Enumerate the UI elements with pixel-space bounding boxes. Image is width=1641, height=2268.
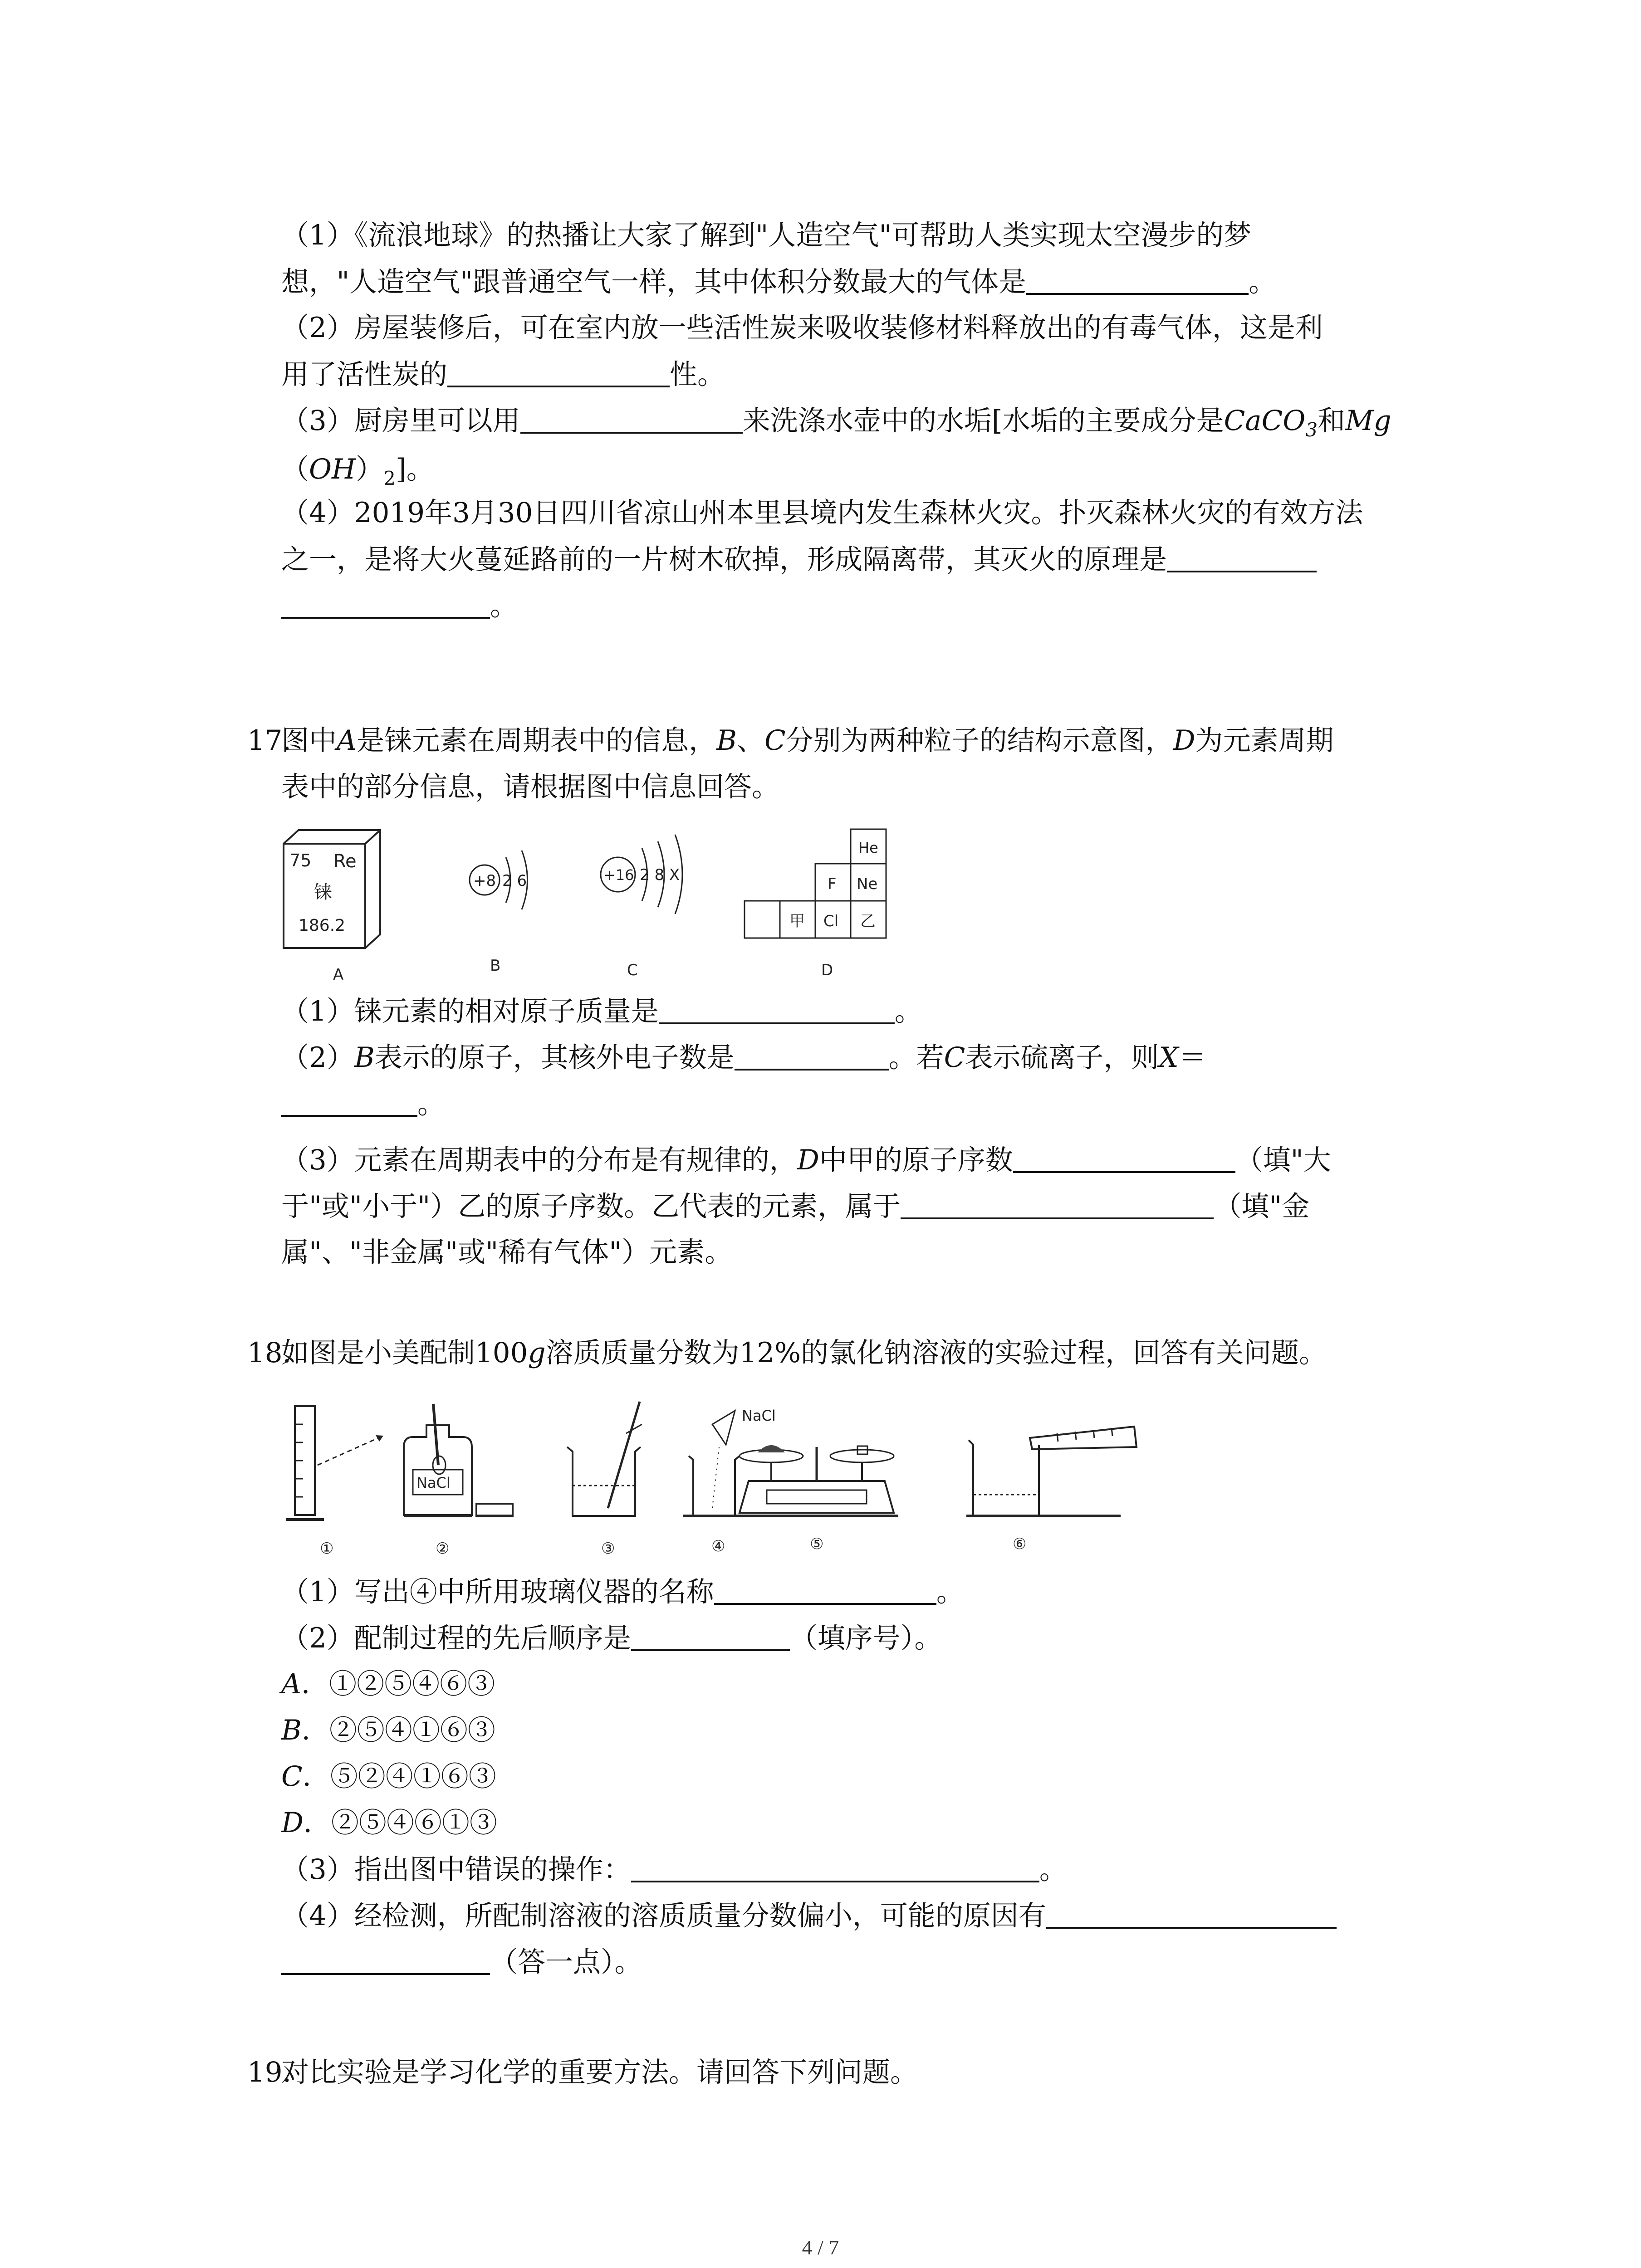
page-number: 4 / 7 xyxy=(802,2236,839,2259)
answer-blank[interactable] xyxy=(735,1043,889,1070)
answer-blank[interactable] xyxy=(447,360,670,387)
step-2-label: ② xyxy=(436,1540,450,1558)
nucleus-charge: +8 xyxy=(473,872,496,890)
q16-line-1: （1）《流浪地球》的热播让大家了解到"人造空气"可帮助人类实现太空漫步的梦 xyxy=(281,219,1252,251)
q17-line-2: 表中的部分信息，请根据图中信息回答。 xyxy=(281,771,780,803)
q18-sub-2: （2）配制过程的先后顺序是 （填序号）。 xyxy=(281,1622,942,1654)
caption-b: B xyxy=(490,957,501,975)
answer-blank[interactable] xyxy=(281,1090,417,1117)
svg-text:He: He xyxy=(858,839,878,856)
q16-line-8: 之一，是将大火蔓延路前的一片树木砍掉，形成隔离带，其灭火的原理是 xyxy=(281,545,1317,573)
question-number: 19. xyxy=(247,2056,292,2088)
q17-figure xyxy=(277,816,930,989)
q17-sub-3: （3）元素在周期表中的分布是有规律的，D中甲的原子序数 （填"大 xyxy=(281,1144,1331,1176)
q17-sub-3-end: 属"、"非金属"或"稀有气体"）元素。 xyxy=(281,1236,733,1268)
step-6-label: ⑥ xyxy=(1013,1535,1027,1553)
answer-blank[interactable] xyxy=(631,1624,790,1651)
beaker-with-funnel xyxy=(683,1411,744,1516)
balance xyxy=(735,1407,898,1516)
electron-shells: 2 6 xyxy=(502,872,527,890)
caption-d: D xyxy=(821,961,833,979)
atomic-mass: 186.2 xyxy=(299,916,346,935)
answer-blank[interactable] xyxy=(631,1855,1039,1882)
q16-line-4: 用了活性炭的 性。 xyxy=(281,358,725,391)
periodic-table-fragment-D xyxy=(745,829,886,938)
answer-blank[interactable] xyxy=(659,997,895,1024)
answer-blank[interactable] xyxy=(1013,1146,1235,1173)
reagent-bottle xyxy=(404,1404,513,1516)
answer-blank[interactable] xyxy=(281,1948,490,1975)
q19-line-1: 对比实验是学习化学的重要方法。请回答下列问题。 xyxy=(281,2056,918,2088)
q16-line-3: （2）房屋装修后，可在室内放一些活性炭来吸收装修材料释放出的有毒气体，这是利 xyxy=(281,312,1323,344)
step-1-label: ① xyxy=(320,1540,334,1558)
electron-shells: 2 8 X xyxy=(640,866,680,884)
q18-figure xyxy=(277,1397,1166,1560)
svg-text:Ne: Ne xyxy=(857,875,878,893)
answer-blank[interactable] xyxy=(520,406,743,434)
particle-diagram-C xyxy=(601,835,682,914)
q17-sub-1: （1）铼元素的相对原子质量是 。 xyxy=(281,995,922,1027)
beaker-pouring xyxy=(966,1427,1136,1516)
q17-sub-2: （2）B表示的原子，其核外电子数是 。若C表示硫离子，则X＝ xyxy=(281,1041,1206,1074)
option-c[interactable]: C．⑤②④①⑥③ xyxy=(281,1760,496,1793)
q18-sub-1: （1）写出④中所用玻璃仪器的名称 。 xyxy=(281,1576,964,1608)
option-a[interactable]: A．①②⑤④⑥③ xyxy=(281,1668,495,1700)
caption-c: C xyxy=(627,961,638,979)
step-4-label: ④ xyxy=(711,1537,725,1555)
atomic-number: 75 xyxy=(289,850,312,870)
bottle-label: NaCl xyxy=(416,1474,451,1491)
answer-blank[interactable] xyxy=(281,591,490,619)
answer-blank[interactable] xyxy=(1026,268,1249,295)
nucleus-charge: +16 xyxy=(603,866,634,884)
caption-a: A xyxy=(333,966,344,984)
step-3-label: ③ xyxy=(601,1540,615,1558)
q16-line-6: $(OH)_2$]。 xyxy=(281,453,434,489)
svg-text:Cl: Cl xyxy=(823,912,839,930)
q18-line-1: 如图是小美配制100g溶质质量分数为12%的氯化钠溶液的实验过程，回答有关问题。 xyxy=(281,1337,1327,1369)
answer-blank[interactable] xyxy=(901,1192,1214,1219)
q16-line-5: （3）厨房里可以用 来洗涤水壶中的水垢[水垢的主要成分是CaCO$_3$和Mg xyxy=(281,405,1391,441)
q16-line-2: 想，"人造空气"跟普通空气一样，其中体积分数最大的气体是 。 xyxy=(281,266,1277,298)
element-symbol: Re xyxy=(333,851,357,872)
element-name: 铼 xyxy=(314,882,332,903)
q17-sub-2-cont: 。 xyxy=(281,1090,445,1118)
answer-blank[interactable] xyxy=(1167,545,1317,572)
question-number: 18. xyxy=(247,1337,292,1369)
q16-line-9: 。 xyxy=(281,591,518,620)
q17-line-1: 图中A是铼元素在周期表中的信息，B、C分别为两种粒子的结构示意图，D为元素周期 xyxy=(281,724,1334,757)
option-d[interactable]: D．②⑤④⑥①③ xyxy=(281,1807,497,1839)
q17-sub-3-cont: 于"或"小于"）乙的原子序数。乙代表的元素，属于 （填"金 xyxy=(281,1190,1310,1222)
option-b[interactable]: B．②⑤④①⑥③ xyxy=(281,1714,495,1746)
svg-text:乙: 乙 xyxy=(860,912,876,930)
beaker-with-stirring-rod xyxy=(567,1402,642,1516)
answer-blank[interactable] xyxy=(714,1578,936,1605)
graduated-cylinder xyxy=(286,1406,383,1520)
balance-label: NaCl xyxy=(742,1407,776,1424)
step-5-label: ⑤ xyxy=(810,1535,824,1553)
particle-diagram-B xyxy=(470,850,528,909)
q18-sub-3: （3）指出图中错误的操作： 。 xyxy=(281,1853,1067,1886)
q16-line-7: （4）2019年3月30日四川省凉山州本里县境内发生森林火灾。扑灭森林火灾的有效方法 xyxy=(281,497,1363,529)
element-tile-A xyxy=(284,830,380,948)
svg-text:F: F xyxy=(828,875,837,893)
question-number: 17. xyxy=(247,724,292,757)
answer-blank[interactable] xyxy=(1046,1901,1337,1929)
q18-sub-4: （4）经检测，所配制溶液的溶质质量分数偏小，可能的原因有 xyxy=(281,1901,1337,1930)
q18-sub-4-cont: （答一点）。 xyxy=(281,1948,642,1976)
svg-text:甲: 甲 xyxy=(789,912,805,930)
